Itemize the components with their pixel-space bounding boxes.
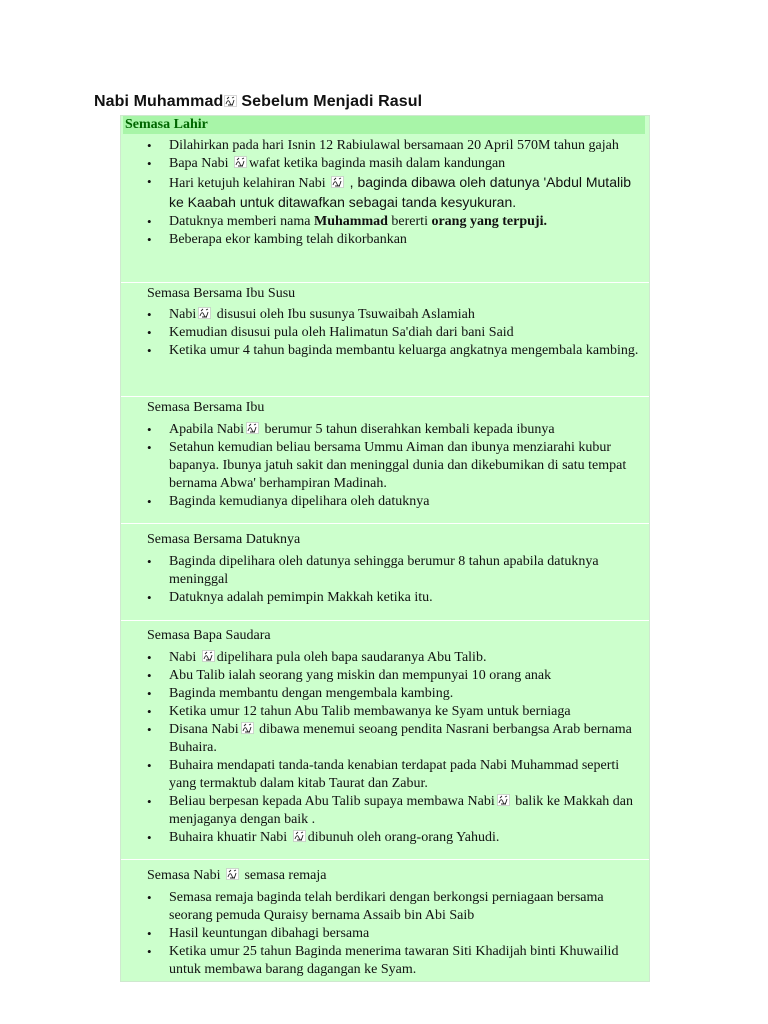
list-item: • Hari ketujuh kelahiran Nabi , baginda dibawa oleh datunya 'Abdul Mutalib ke Kaabah untuk ditawafkan sebagai tanda kesyukuran. [147, 173, 645, 213]
section-heading: Semasa Lahir [123, 116, 645, 134]
list-item: • Abu Talib ialah seorang yang miskin dan mempunyai 10 orang anak [147, 667, 645, 685]
section-bapa-saudara [121, 621, 649, 860]
saw-calligraphy-icon [234, 156, 247, 168]
list-item: • Kemudian disusui pula oleh Halimatun Sa'diah dari bani Said [147, 324, 645, 342]
section-bersama-ibu [121, 397, 649, 524]
list-item: • Datuknya memberi nama Muhammad bererti orang yang terpuji. [147, 213, 645, 231]
section-list [147, 421, 645, 511]
list-item: • Apabila Nabi berumur 5 tahun diserahkan kembali kepada ibunya [147, 421, 645, 439]
list-item: • Buhaira mendapati tanda-tanda kenabian terdapat pada Nabi Muhammad seperti yang termaktub dalam kitab Taurat dan Zabur. [147, 757, 645, 793]
list-item: • Ketika umur 25 tahun Baginda menerima tawaran Siti Khadijah binti Khuwailid untuk membawa barang dagangan ke Syam. [147, 943, 645, 979]
list-item: • Baginda kemudianya dipelihara oleh datuknya [147, 493, 645, 511]
saw-calligraphy-icon [198, 307, 211, 319]
section-heading: Semasa Nabi semasa remaja [147, 868, 327, 883]
section-heading: Semasa Bapa Saudara [147, 628, 271, 643]
list-item: • Semasa remaja baginda telah berdikari dengan berkongsi perniagaan bersama seorang pemuda Quraisy bernama Assaib bin Abi Saib [147, 889, 645, 925]
section-semasa-lahir [121, 116, 649, 283]
list-item: • Nabi dipelihara pula oleh bapa saudaranya Abu Talib. [147, 649, 645, 667]
list-item: • Nabi disusui oleh Ibu susunya Tsuwaibah Aslamiah [147, 306, 645, 324]
title-text-start: Nabi Muhammad [94, 93, 224, 110]
list-item: • Baginda dipelihara oleh datunya sehingga berumur 8 tahun apabila datuknya meninggal [147, 553, 645, 589]
saw-calligraphy-icon [497, 794, 510, 806]
section-ibu-susu [121, 283, 649, 397]
content-table [120, 115, 650, 982]
saw-calligraphy-icon [202, 650, 215, 662]
section-heading: Semasa Bersama Ibu Susu [147, 286, 296, 301]
list-item: • Beliau berpesan kepada Abu Talib supaya membawa Nabi balik ke Makkah dan menjaganya dengan baik . [147, 793, 645, 829]
list-item: • Disana Nabi dibawa menemui seoang pendita Nasrani berbangsa Arab bernama Buhaira. [147, 721, 645, 757]
section-list [147, 649, 645, 847]
section-list [147, 889, 645, 979]
section-bersama-datuknya [121, 524, 649, 621]
saw-calligraphy-icon [224, 95, 237, 107]
page-title [94, 93, 422, 111]
title-text-end: Sebelum Menjadi Rasul [241, 93, 423, 110]
section-list [147, 137, 645, 249]
list-item: • Buhaira khuatir Nabi dibunuh oleh orang-orang Yahudi. [147, 829, 645, 847]
section-semasa-remaja [121, 860, 649, 981]
section-list [147, 553, 645, 607]
section-heading: Semasa Bersama Datuknya [147, 532, 301, 547]
saw-calligraphy-icon [241, 722, 254, 734]
saw-calligraphy-icon [246, 422, 259, 434]
list-item: • Ketika umur 4 tahun baginda membantu keluarga angkatnya mengembala kambing. [147, 342, 645, 360]
saw-calligraphy-icon [226, 868, 239, 880]
list-item: • Ketika umur 12 tahun Abu Talib membawanya ke Syam untuk berniaga [147, 703, 645, 721]
section-heading: Semasa Bersama Ibu [147, 400, 265, 415]
list-item: • Hasil keuntungan dibahagi bersama [147, 925, 645, 943]
list-item: • Dilahirkan pada hari Isnin 12 Rabiulawal bersamaan 20 April 570M tahun gajah [147, 137, 645, 155]
list-item: • Setahun kemudian beliau bersama Ummu Aiman dan ibunya menziarahi kubur bapanya. Ibunya jatuh sakit dan meninggal dunia dan dikebumikan di satu tempat bernama Abwa' berhampiran Madinah. [147, 439, 645, 493]
saw-calligraphy-icon [331, 176, 344, 188]
list-item: • Baginda membantu dengan mengembala kambing. [147, 685, 645, 703]
saw-calligraphy-icon [293, 830, 306, 842]
list-item: • Datuknya adalah pemimpin Makkah ketika itu. [147, 589, 645, 607]
list-item: • Bapa Nabi wafat ketika baginda masih dalam kandungan [147, 155, 645, 173]
list-item: • Beberapa ekor kambing telah dikorbankan [147, 231, 645, 249]
section-list [147, 306, 645, 360]
